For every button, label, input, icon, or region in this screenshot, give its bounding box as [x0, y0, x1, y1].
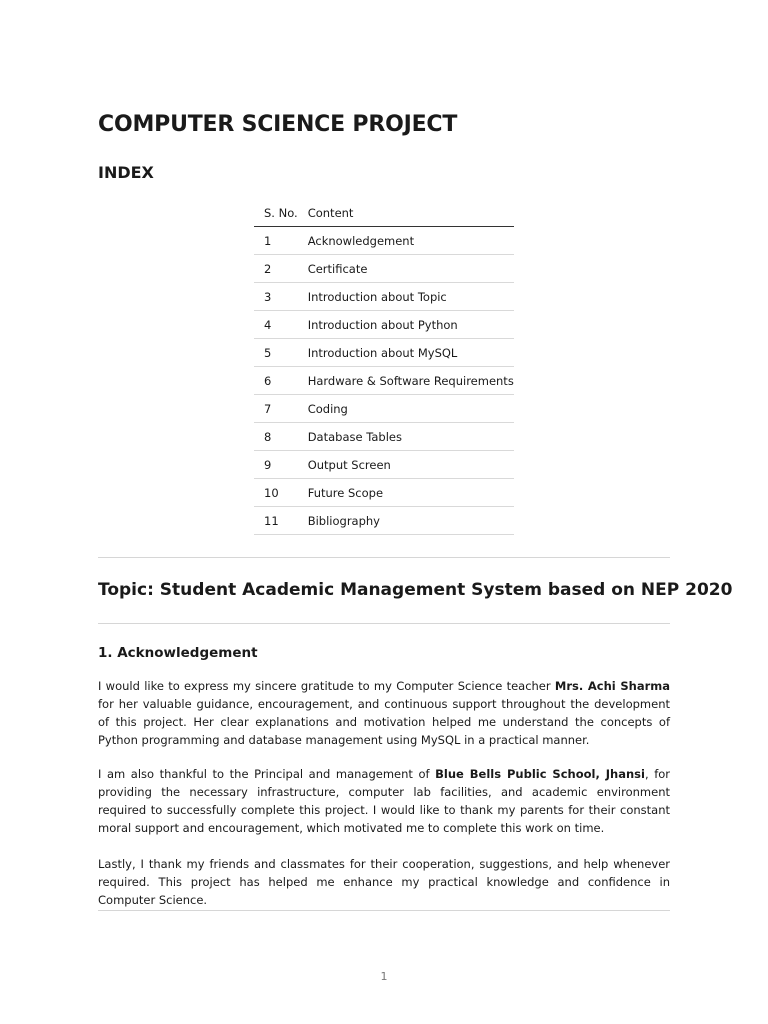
row-content: Bibliography: [298, 507, 514, 535]
row-content: Acknowledgement: [298, 227, 514, 255]
table-row: [254, 395, 514, 423]
row-serial-number: 7: [254, 395, 298, 423]
row-content: Introduction about Topic: [298, 283, 514, 311]
table-row: [254, 311, 514, 339]
acknowledgement-paragraph-2: [98, 766, 670, 838]
acknowledgement-paragraph-1: [98, 678, 670, 750]
row-content: Introduction about Python: [298, 311, 514, 339]
row-serial-number: 4: [254, 311, 298, 339]
document-title: COMPUTER SCIENCE PROJECT: [98, 112, 458, 137]
section-divider: [98, 910, 670, 911]
index-table-body: [254, 227, 514, 535]
row-content: Output Screen: [298, 451, 514, 479]
acknowledgement-heading: 1. Acknowledgement: [98, 645, 258, 661]
row-serial-number: 9: [254, 451, 298, 479]
row-serial-number: 2: [254, 255, 298, 283]
page-number: 1: [380, 970, 388, 983]
row-content: Coding: [298, 395, 514, 423]
row-content: Database Tables: [298, 423, 514, 451]
row-serial-number: 8: [254, 423, 298, 451]
column-header-sno: S. No.: [254, 200, 298, 227]
table-row: [254, 451, 514, 479]
row-serial-number: 3: [254, 283, 298, 311]
section-divider: [98, 623, 670, 624]
row-serial-number: 6: [254, 367, 298, 395]
teacher-name: Mrs. Achi Sharma: [554, 679, 671, 693]
school-name: Blue Bells Public School, Jhansi: [435, 767, 645, 781]
table-row: [254, 339, 514, 367]
paragraph-text: I am also thankful to the Principal and management of: [98, 767, 436, 781]
row-serial-number: 10: [254, 479, 298, 507]
table-row: [254, 423, 514, 451]
topic-heading: Topic: Student Academic Management System based on NEP 2020: [98, 580, 733, 600]
table-row: [254, 283, 514, 311]
table-row: [254, 255, 514, 283]
paragraph-text: for her valuable guidance, encouragement, and continuous support throughout the development of this project. Her clear explanations and motivation helped me understand the concepts of Python programming and database management using MySQL in a practical manner.: [98, 696, 670, 747]
row-serial-number: 1: [254, 227, 298, 255]
paragraph-text: , for providing the necessary infrastructure, computer lab facilities, and academic environment required to successfully complete this project. I would like to thank my parents for their constant moral support and encouragement, which motivated me to complete this work on time.: [98, 767, 671, 835]
row-content: Introduction about MySQL: [298, 339, 514, 367]
column-header-content: Content: [298, 200, 514, 227]
row-content: Future Scope: [298, 479, 514, 507]
row-content: Hardware & Software Requirements: [298, 367, 514, 395]
table-row: [254, 227, 514, 255]
row-content: Certificate: [298, 255, 514, 283]
paragraph-text: I would like to express my sincere gratitude to my Computer Science teacher: [98, 679, 555, 693]
table-row: [254, 367, 514, 395]
section-divider: [98, 557, 670, 558]
row-serial-number: 11: [254, 507, 298, 535]
index-heading: INDEX: [98, 163, 154, 182]
row-serial-number: 5: [254, 339, 298, 367]
acknowledgement-paragraph-3: Lastly, I thank my friends and classmates for their cooperation, suggestions, and help whenever required. This project has helped me enhance my practical knowledge and confidence in Computer Science.: [98, 857, 670, 907]
index-table: [254, 200, 514, 535]
index-table-header-row: [254, 200, 514, 227]
table-row: [254, 479, 514, 507]
table-row: [254, 507, 514, 535]
